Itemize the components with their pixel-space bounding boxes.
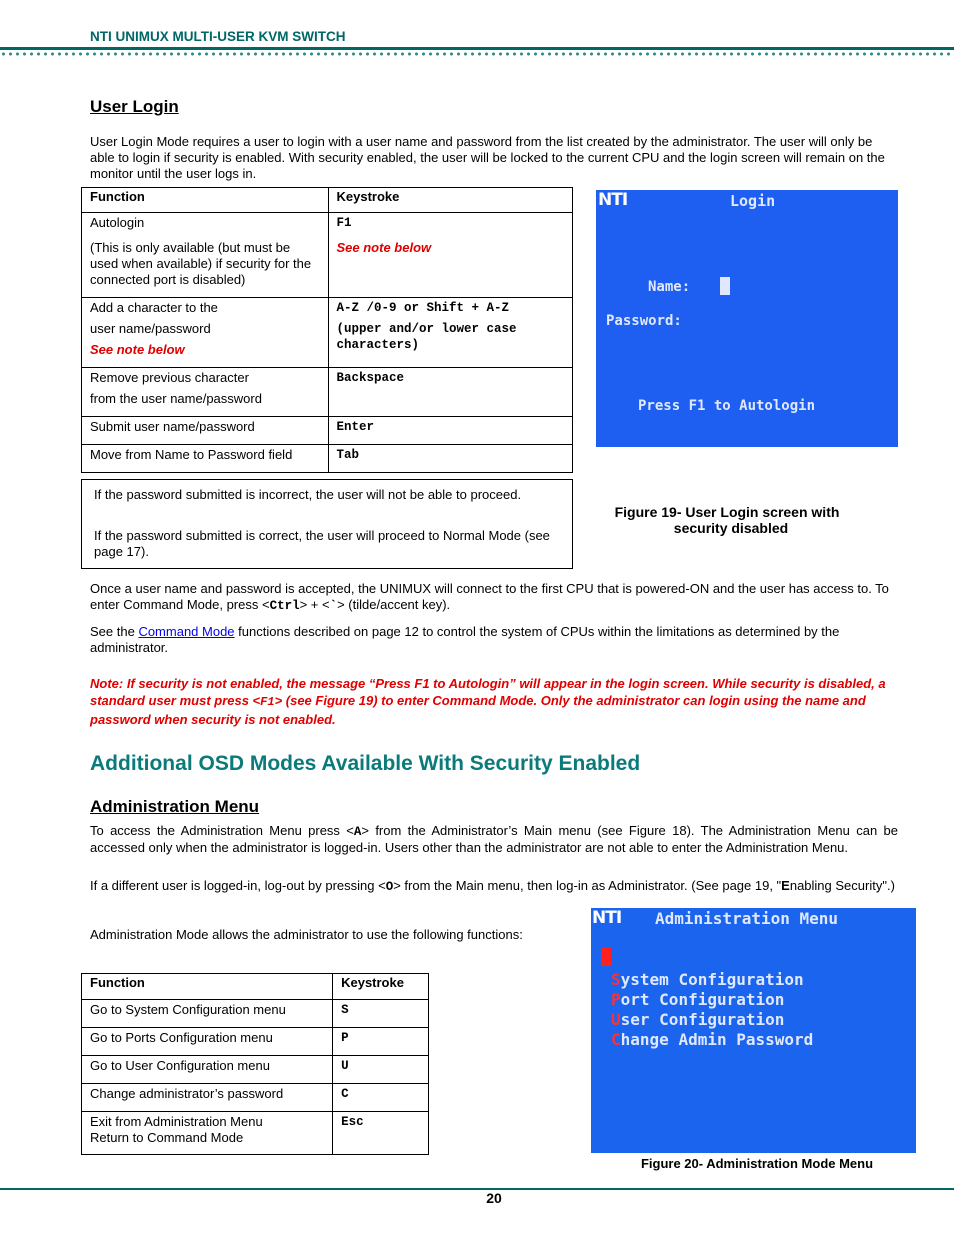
keystroke-cell: [333, 1028, 429, 1056]
function-cell: [82, 213, 329, 298]
ctrl-key: Ctrl: [269, 599, 300, 613]
hotkey: C: [611, 1030, 621, 1049]
function-text: Go to User Configuration menu: [90, 1058, 270, 1073]
column-header-function: Function: [82, 188, 329, 213]
function-cell: [82, 1000, 333, 1028]
see-note-text: See note below: [336, 240, 432, 255]
accept-text: > (tilde/accent key).: [337, 597, 451, 612]
admin-screen-item: [611, 990, 813, 1010]
hotkey: S: [611, 970, 621, 989]
keystroke-text: U: [341, 1059, 349, 1073]
keystroke-text: S: [341, 1003, 349, 1017]
admin-text: To access the Administration Menu press <: [90, 823, 354, 838]
note-line-correct: If the password submitted is correct, the user will proceed to Normal Mode (see page 17).: [94, 528, 550, 559]
keystroke-text: A-Z /0-9 or Shift + A-Z: [336, 301, 510, 315]
keystroke-text: Esc: [341, 1115, 364, 1129]
keystroke-cell: [333, 1084, 429, 1112]
keystroke-cell: [328, 298, 573, 368]
password-label: Password:: [606, 313, 682, 329]
accept-text: Once a user name and password is accepted, the UNIMUX will connect to the first CPU that is powered-ON and the user has access to. To enter Command Mode, press <: [90, 581, 889, 612]
login-screen-title: Login: [730, 192, 776, 210]
admin-para-3: Administration Mode allows the administrator to use the following functions:: [90, 927, 523, 942]
table-row: [82, 1028, 429, 1056]
function-text: Exit from Administration Menu: [90, 1114, 263, 1129]
note-text: > (see Figure 19) to enter Command Mode. Only the administrator can login using the name and password when security is not enabled.: [90, 693, 866, 727]
see-command-mode-paragraph: [90, 624, 898, 656]
function-cell: [82, 368, 329, 417]
nti-logo: NTI: [598, 190, 628, 210]
function-text: Remove previous character: [90, 370, 249, 385]
command-mode-link[interactable]: Command Mode: [138, 624, 235, 639]
f1-key: F1: [260, 695, 275, 709]
header-rule: [0, 47, 954, 50]
function-cell: [82, 1056, 333, 1084]
admin-screen-item: [611, 970, 813, 990]
function-cell: [82, 445, 329, 473]
figure-19-caption-line2: security disabled: [673, 520, 789, 536]
admin-screen-menu: [611, 970, 813, 1050]
administration-menu-heading: Administration Menu: [90, 797, 260, 816]
admin-screen-item: [611, 1010, 813, 1030]
admin-para-1: [90, 823, 898, 856]
login-screen-image: [596, 190, 898, 447]
column-header-keystroke: Keystroke: [333, 974, 429, 1000]
accept-paragraph: [90, 581, 898, 614]
keystroke-text: P: [341, 1031, 349, 1045]
keystroke-text: Enter: [336, 420, 375, 434]
table-row: [82, 213, 573, 298]
autologin-prompt: Press F1 to Autologin: [638, 398, 816, 414]
admin-screen-image: [591, 908, 916, 1153]
function-text: Go to System Configuration menu: [90, 1002, 286, 1017]
name-label: Name:: [648, 279, 691, 295]
function-cell: [82, 1084, 333, 1112]
function-text: from the user name/password: [90, 391, 262, 406]
table-row: [82, 298, 573, 368]
a-key: A: [353, 825, 362, 839]
accept-text: > + <: [299, 597, 330, 612]
page-number: 20: [486, 1190, 502, 1206]
o-key: O: [385, 880, 394, 894]
table-row: [82, 417, 573, 445]
figure-19-caption: [596, 504, 858, 536]
keystroke-text: C: [341, 1087, 349, 1101]
keystroke-cell: [333, 1112, 429, 1155]
keystroke-cell: [328, 417, 573, 445]
table-row: [82, 1084, 429, 1112]
column-header-keystroke: Keystroke: [328, 188, 573, 213]
figure-20-caption: Figure 20- Administration Mode Menu: [640, 1156, 874, 1171]
keystroke-text: Tab: [336, 448, 360, 462]
header-dotted-rule: [0, 51, 954, 57]
function-cell: [82, 417, 329, 445]
item-label: ort Configuration: [620, 990, 785, 1009]
function-cell: [82, 1112, 333, 1155]
keystroke-text: F1: [336, 216, 352, 230]
function-text: Move from Name to Password field: [90, 447, 293, 462]
item-label: ystem Configuration: [620, 970, 804, 989]
keystroke-cell: [333, 1000, 429, 1028]
nti-logo: NTI: [592, 908, 622, 928]
admin-text: > from the Main menu, then log-in as Administrator. (See page 19, ": [393, 878, 782, 893]
function-text: user name/password: [90, 321, 211, 336]
table-row: [82, 1112, 429, 1155]
password-note-box: [81, 479, 573, 569]
see-text: See the: [90, 624, 139, 639]
keystroke-cell: [333, 1056, 429, 1084]
admin-screen-item: [611, 1030, 813, 1050]
admin-bold-e: E: [781, 878, 790, 893]
table-row: [82, 1056, 429, 1084]
table-row: [82, 445, 573, 473]
function-text: Submit user name/password: [90, 419, 255, 434]
user-login-intro: User Login Mode requires a user to login with a user name and password from the list created by the administrator. The user will only be able to login if security is enabled. With security enabled, the user will be locked to the current CPU and the login screen will remain on the monitor until the user logs in.: [90, 134, 885, 181]
item-label: ser Configuration: [620, 1010, 785, 1029]
admin-para-2: [90, 877, 898, 896]
selection-cursor: [601, 948, 611, 966]
admin-text: nabling Security".): [789, 878, 895, 893]
function-text: Return to Command Mode: [90, 1130, 244, 1145]
admin-text: If a different user is logged-in, log-out by pressing <: [90, 878, 386, 893]
table-row: [82, 1000, 429, 1028]
keystroke-cell: [328, 445, 573, 473]
hotkey: P: [611, 990, 621, 1009]
see-text: functions described on page 12 to control the system of CPUs within the limitations as determined by the administrator.: [90, 624, 840, 655]
security-note: [90, 675, 898, 728]
note-line-incorrect: If the password submitted is incorrect, the user will not be able to proceed.: [94, 487, 522, 502]
table-header-row: [82, 188, 573, 213]
see-note-text: See note below: [90, 342, 185, 357]
admin-keystroke-table: [81, 973, 429, 1155]
function-text: (This is only available (but must be used when available) if security for the connected port is disabled): [90, 240, 312, 287]
hotkey: U: [611, 1010, 621, 1029]
additional-osd-heading: Additional OSD Modes Available With Security Enabled: [90, 752, 641, 775]
function-text: Go to Ports Configuration menu: [90, 1030, 273, 1045]
admin-text: > from the Administrator’s Main menu (see Figure 18). The Administration Menu can be accessed only when the administrator is logged-in. Users other than the administrator are not able to enter the Administration Menu.: [90, 823, 898, 855]
function-text: Change administrator’s password: [90, 1086, 284, 1101]
table-header-row: [82, 974, 429, 1000]
function-cell: [82, 298, 329, 368]
tilde-key: `: [329, 599, 338, 613]
item-label: hange Admin Password: [620, 1030, 814, 1049]
figure-19-caption-line1: Figure 19- User Login screen with: [614, 504, 840, 520]
function-text: Add a character to the: [90, 300, 218, 315]
user-login-keystroke-table: [81, 187, 573, 473]
keystroke-cell: [328, 368, 573, 417]
user-login-heading: User Login: [90, 97, 179, 116]
admin-screen-title: Administration Menu: [655, 909, 839, 928]
keystroke-cell: [328, 213, 573, 298]
column-header-function: Function: [82, 974, 333, 1000]
note-text: Note: If security is not enabled, the message “Press F1 to Autologin” will appear in the login screen. While security is disabled, a standard user must press <: [90, 676, 886, 708]
keystroke-text: Backspace: [336, 371, 405, 385]
table-row: [82, 368, 573, 417]
keystroke-text: (upper and/or lower case characters): [336, 322, 517, 352]
text-cursor: [720, 277, 730, 295]
function-cell: [82, 1028, 333, 1056]
document-header-title: NTI UNIMUX MULTI-USER KVM SWITCH: [90, 29, 346, 44]
function-text: Autologin: [90, 215, 145, 230]
